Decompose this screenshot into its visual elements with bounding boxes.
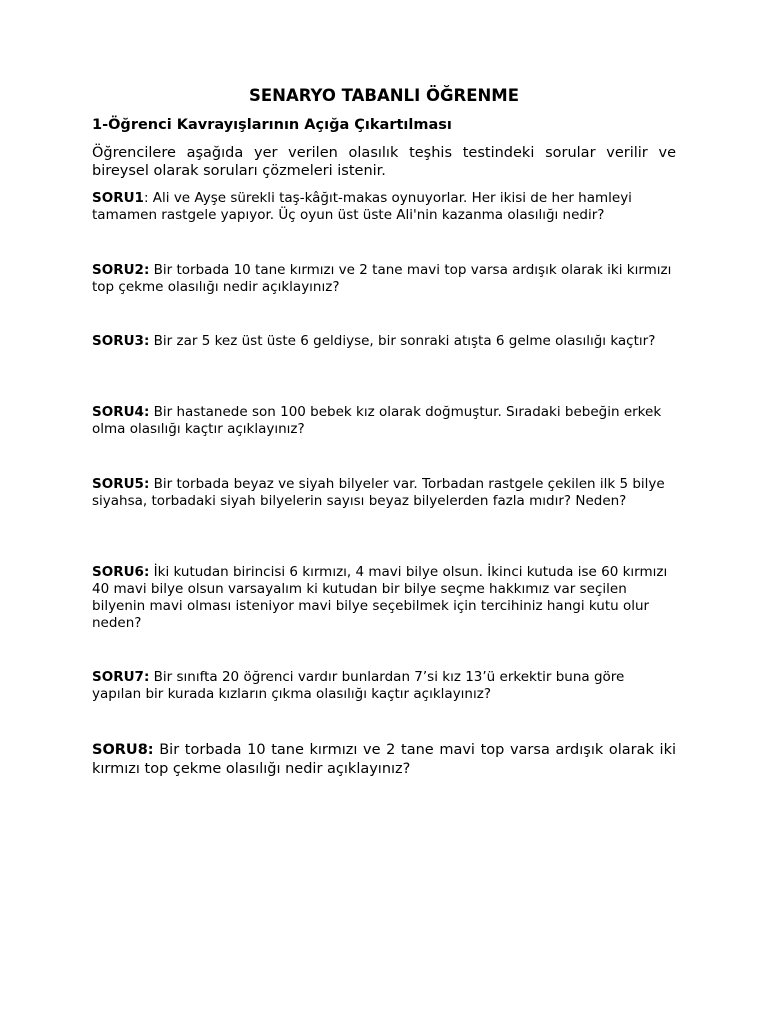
question-text: Bir torbada beyaz ve siyah bilyeler var. Torbadan rastgele çekilen ilk 5 bilye siyahsa, torbadaki siyah bilyelerin sayısı beyaz bilyelerden fazla mıdır? Neden? bbox=[92, 476, 665, 509]
question-6 bbox=[92, 564, 676, 632]
question-5 bbox=[92, 476, 676, 510]
question-text: Bir zar 5 kez üst üste 6 geldiyse, bir sonraki atışta 6 gelme olasılığı kaçtır? bbox=[149, 333, 656, 349]
document-title: SENARYO TABANLI ÖĞRENME bbox=[248, 86, 519, 105]
question-2 bbox=[92, 262, 676, 296]
question-8 bbox=[92, 741, 676, 778]
question-text: Bir sınıfta 20 öğrenci vardır bunlardan 7’si kız 13’ü erkektir buna göre yapılan bir kurada kızların çıkma olasılığı kaçtır açıklayınız? bbox=[92, 669, 625, 702]
question-text: Bir hastanede son 100 bebek kız olarak doğmuştur. Sıradaki bebeğin erkek olma olasılığı kaçtır açıklayınız? bbox=[92, 404, 662, 437]
question-3 bbox=[92, 333, 676, 350]
question-label: SORU4: bbox=[92, 404, 150, 420]
question-7 bbox=[92, 669, 676, 703]
question-4 bbox=[92, 404, 676, 438]
question-label: SORU2: bbox=[92, 262, 150, 278]
question-label: SORU1 bbox=[92, 190, 144, 206]
question-label: SORU6: bbox=[92, 564, 150, 580]
question-label: SORU3: bbox=[92, 333, 150, 349]
question-label: SORU7: bbox=[92, 669, 150, 685]
question-label: SORU5: bbox=[92, 476, 150, 492]
question-text: : Ali ve Ayşe sürekli taş-kâğıt-makas oynuyorlar. Her ikisi de her hamleyi tamamen rastgele yapıyor. Üç oyun üst üste Ali'nin kazanma olasılığı nedir? bbox=[92, 190, 632, 223]
question-text: İki kutudan birincisi 6 kırmızı, 4 mavi bilye olsun. İkinci kutuda ise 60 kırmızı 40 mavi bilye olsun varsayalım ki kutudan bir bilye seçme hakkımız var seçilen bilyenin mavi olması isteniyor mavi bilye seçebilmek için tercihiniz hangi kutu olur neden? bbox=[92, 564, 668, 631]
question-1 bbox=[92, 190, 676, 224]
intro-paragraph: Öğrencilere aşağıda yer verilen olasılık teşhis testindeki sorular verilir ve bireysel olarak soruları çözmeleri istenir. bbox=[92, 145, 676, 179]
section-heading: 1-Öğrenci Kavrayışlarının Açığa Çıkartılması bbox=[92, 117, 452, 133]
question-label: SORU8: bbox=[92, 742, 154, 758]
question-text: Bir torbada 10 tane kırmızı ve 2 tane mavi top varsa ardışık olarak iki kırmızı top çekme olasılığı nedir açıklayınız? bbox=[92, 262, 672, 295]
question-text: Bir torbada 10 tane kırmızı ve 2 tane mavi top varsa ardışık olarak iki kırmızı top çekme olasılığı nedir açıklayınız? bbox=[92, 742, 676, 777]
